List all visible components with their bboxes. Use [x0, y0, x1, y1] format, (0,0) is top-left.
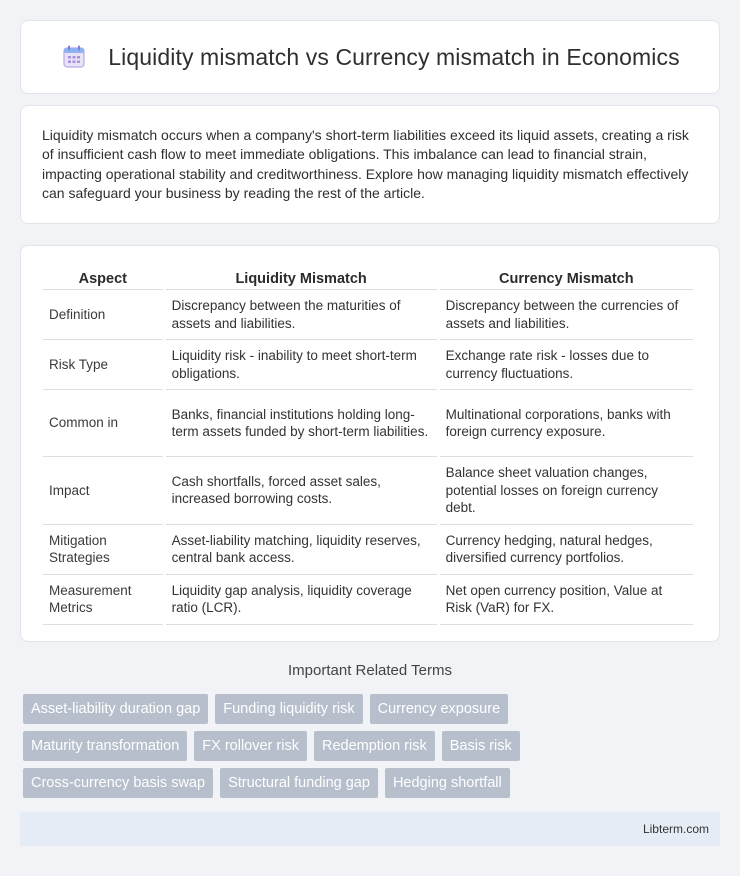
row-currency: Exchange rate risk - losses due to currency fluctuations.: [440, 340, 693, 390]
row-liquidity: Discrepancy between the maturities of assets and liabilities.: [166, 290, 437, 340]
footer: [20, 812, 720, 846]
tag-row: [23, 768, 723, 798]
row-liquidity: Cash shortfalls, forced asset sales, increased borrowing costs.: [166, 457, 437, 525]
intro-card: [20, 105, 720, 224]
table-row: [43, 290, 693, 340]
row-currency: Net open currency position, Value at Risk (VaR) for FX.: [440, 575, 693, 625]
comparison-card: [20, 245, 720, 642]
related-terms-tags: [23, 694, 723, 805]
table-header-row: [43, 266, 693, 290]
row-aspect: Impact: [43, 457, 163, 525]
row-currency: Multinational corporations, banks with foreign currency exposure.: [440, 390, 693, 457]
table-row: [43, 340, 693, 390]
table-row: [43, 525, 693, 575]
header-aspect: Aspect: [43, 266, 163, 290]
row-liquidity: Banks, financial institutions holding long-term assets funded by short-term liabilities.: [166, 390, 437, 457]
header-liquidity: Liquidity Mismatch: [166, 266, 437, 290]
tag-redemption-risk[interactable]: Redemption risk: [314, 731, 435, 761]
row-liquidity: Liquidity risk - inability to meet short-term obligations.: [166, 340, 437, 390]
row-currency: Currency hedging, natural hedges, diversified currency portfolios.: [440, 525, 693, 575]
tag-currency-exposure[interactable]: Currency exposure: [370, 694, 509, 724]
row-aspect: Definition: [43, 290, 163, 340]
intro-text: Liquidity mismatch occurs when a company's short-term liabilities exceed its liquid assets, creating a risk of insufficient cash flow to meet immediate obligations. This imbalance can lead to financial strain, impacting operational stability and creditworthiness. Explore how managing liquidity mismatch effectively can safeguard your business by reading the rest of the article.: [42, 127, 689, 202]
tag-structural-funding-gap[interactable]: Structural funding gap: [220, 768, 378, 798]
row-currency: Discrepancy between the currencies of assets and liabilities.: [440, 290, 693, 340]
comparison-table: [40, 266, 696, 625]
tag-fx-rollover-risk[interactable]: FX rollover risk: [194, 731, 307, 761]
row-currency: Balance sheet valuation changes, potential losses on foreign currency debt.: [440, 457, 693, 525]
table-row: [43, 390, 693, 457]
related-terms-title: Important Related Terms: [288, 662, 452, 679]
tag-asset-liability-duration-gap[interactable]: Asset-liability duration gap: [23, 694, 208, 724]
row-aspect: Measurement Metrics: [43, 575, 163, 625]
row-aspect: Common in: [43, 390, 163, 457]
tag-basis-risk[interactable]: Basis risk: [442, 731, 520, 761]
tag-row: [23, 694, 723, 724]
tag-hedging-shortfall[interactable]: Hedging shortfall: [385, 768, 510, 798]
table-row: [43, 575, 693, 625]
tag-funding-liquidity-risk[interactable]: Funding liquidity risk: [215, 694, 362, 724]
tag-row: [23, 731, 723, 761]
header-currency: Currency Mismatch: [440, 266, 693, 290]
row-aspect: Mitigation Strategies: [43, 525, 163, 575]
tag-cross-currency-basis-swap[interactable]: Cross-currency basis swap: [23, 768, 213, 798]
row-liquidity: Asset-liability matching, liquidity reserves, central bank access.: [166, 525, 437, 575]
row-liquidity: Liquidity gap analysis, liquidity coverage ratio (LCR).: [166, 575, 437, 625]
table-row: [43, 457, 693, 525]
header-card: [20, 20, 720, 94]
footer-site-link[interactable]: Libterm.com: [642, 822, 709, 836]
tag-maturity-transformation[interactable]: Maturity transformation: [23, 731, 187, 761]
row-aspect: Risk Type: [43, 340, 163, 390]
page-title: Liquidity mismatch vs Currency mismatch in Economics: [108, 43, 680, 70]
calendar-icon: [60, 43, 88, 71]
